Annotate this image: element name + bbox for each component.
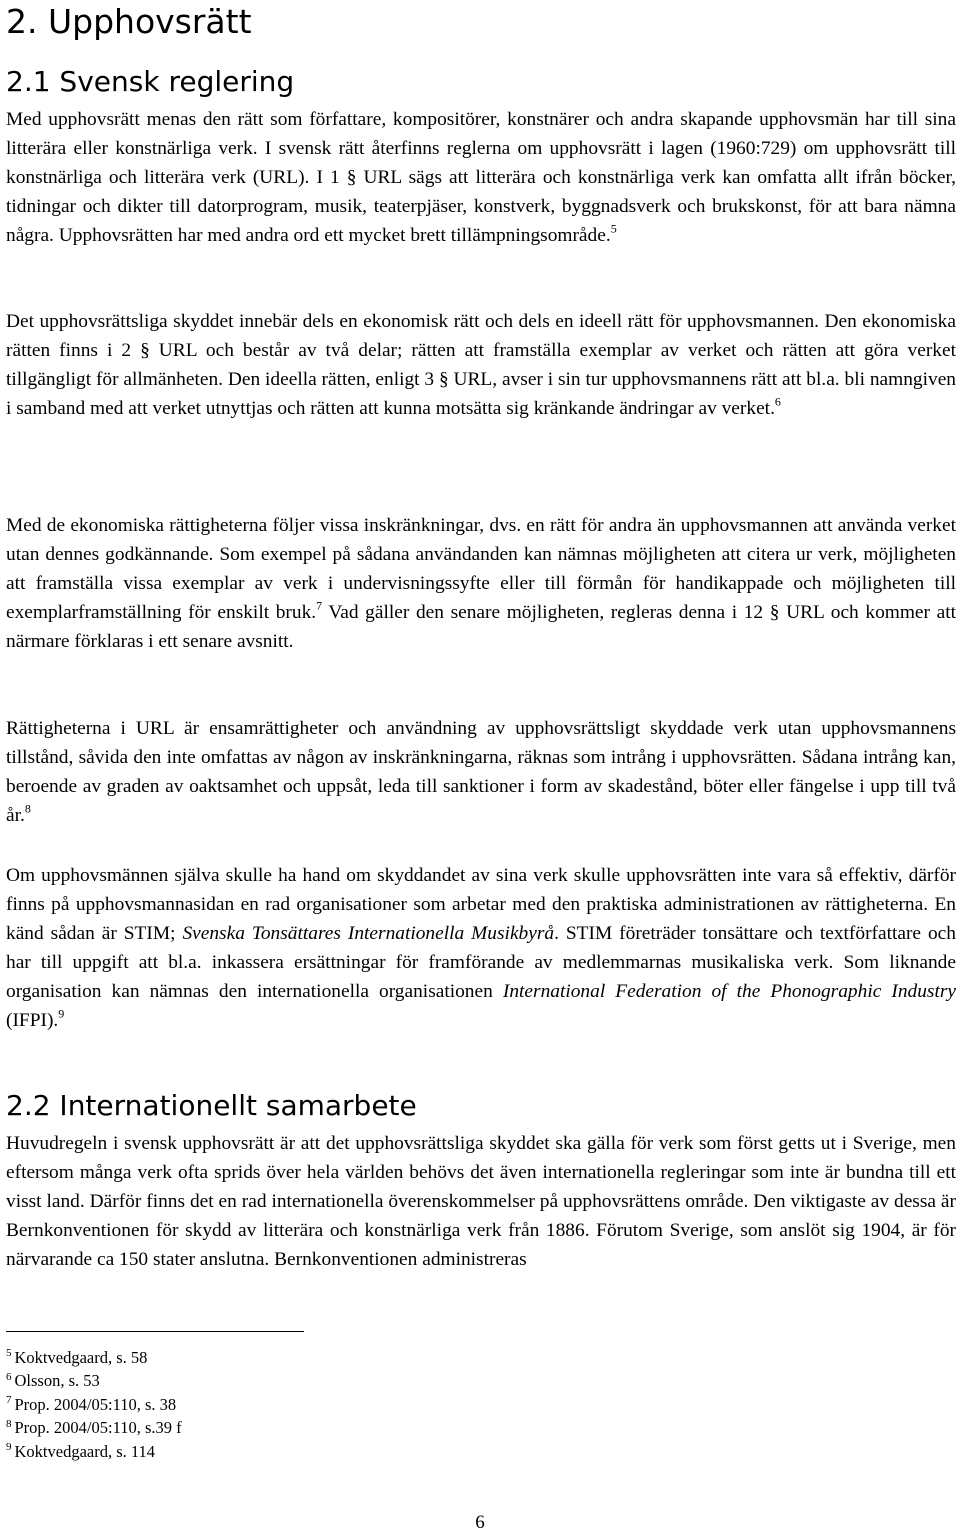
- footnote-text: Prop. 2004/05:110, s.39 f: [14, 1418, 182, 1438]
- footnote-item: [6, 1393, 182, 1416]
- footnote-ref: 8: [24, 801, 31, 816]
- footnote-item: [6, 1346, 182, 1369]
- paragraph-international: [6, 1130, 956, 1275]
- footnote-ref: 7: [316, 598, 323, 613]
- footnote-text: Prop. 2004/05:110, s. 38: [14, 1394, 177, 1414]
- footnote-item: [6, 1440, 182, 1463]
- section-heading-internationellt-samarbete: 2.2 Internationellt samarbete: [6, 1089, 417, 1122]
- footnote-item: [6, 1416, 182, 1439]
- section-heading-svensk-reglering: 2.1 Svensk reglering: [6, 65, 295, 98]
- footnote-ref: 9: [58, 1006, 65, 1021]
- paragraph-text: Huvudregeln i svensk upphovsrätt är att det upphovsrättsliga skyddet ska gälla för verk som först getts ut i Sverige, men eftersom många verk ofta sprids över hela världen behövs det även internationella regleringar som inte är bundna till ett visst land. Därför finns det en rad internationella överenskommelser på upphovsrättens område. Den viktigaste av dessa är Bernkonventionen för skydd av litterära och konstnärliga verk från 1886. Förutom Sverige, som anslöt sig 1904, är för närvarande ca 150 stater anslutna. Bernkonventionen administreras: [6, 1133, 956, 1270]
- footnote-text: Olsson, s. 53: [14, 1371, 100, 1391]
- paragraph-protection: [6, 308, 956, 424]
- paragraph-organisations: [6, 862, 956, 1035]
- footnote-separator: [6, 1331, 304, 1332]
- paragraph-limitations: [6, 512, 956, 657]
- paragraph-exclusive-rights: [6, 715, 956, 831]
- footnote-number: 6: [6, 1370, 12, 1383]
- paragraph-text-end: (IFPI).: [6, 1009, 59, 1031]
- paragraph-text: Med upphovsrätt menas den rätt som författare, kompositörer, konstnärer och andra skapande upphovsmän har till sina litterära eller konstnärliga verk. I svensk rätt återfinns reglerna om upphovsrätt i lagen (1960:729) om upphovsrätt till konstnärliga och litterära verk (URL). I 1 § URL sägs att litterära och konstnärliga verk kan omfatta allt ifrån böcker, tidningar och dikter till datorprogram, musik, teaterpjäser, konstverk, byggnadsverk och brukskonst, för att bara nämna några. Upphovsrätten har med andra ord ett mycket brett tillämpningsområde.: [6, 109, 956, 246]
- footnote-text: Koktvedgaard, s. 114: [14, 1441, 156, 1461]
- paragraph-text-continued: Vad gäller den senare möjligheten, regleras denna i 12 § URL och kommer att närmare förklaras i ett senare avsnitt.: [6, 601, 957, 652]
- footnote-item: [6, 1369, 182, 1392]
- chapter-heading: 2. Upphovsrätt: [6, 2, 252, 41]
- footnote-number: 5: [6, 1347, 12, 1360]
- paragraph-text: Det upphovsrättsliga skyddet innebär dels en ekonomisk rätt och dels en ideell rätt för upphovsmannen. Den ekonomiska rätten finns i 2 § URL och består av två delar; rätten att framställa exemplar av verket och rätten att göra verket tillgängligt för allmänheten. Den ideella rätten, enligt 3 § URL, avser i sin tur upphovsmannens rätt att bl.a. bli namngiven i samband med att verket utnyttjas och rätten att kunna motsätta sig kränkande ändringar av verket.: [6, 311, 956, 419]
- footnote-ref: 6: [774, 394, 781, 409]
- organisation-name-stim: Svenska Tonsättares Internationella Musikbyrå: [182, 922, 555, 944]
- paragraph-text: Om upphovsmännen själva skulle ha hand om skyddandet av sina verk skulle upphovsrätten inte vara så effektiv, därför finns på upphovsmannasidan en rad organisationer som arbetar med den praktiska administrationen av rättigheterna. En känd sådan är STIM;: [6, 865, 956, 944]
- page-number: 6: [475, 1512, 485, 1533]
- footnote-number: 9: [6, 1441, 12, 1454]
- organisation-name-ifpi: International Federation of the Phonographic Industry: [502, 980, 956, 1002]
- footnote-text: Koktvedgaard, s. 58: [14, 1348, 148, 1367]
- paragraph-text: Med de ekonomiska rättigheterna följer vissa inskränkningar, dvs. en rätt för andra än upphovsmannen att använda verket utan dennes godkännande. Som exempel på sådana användanden kan nämnas möjligheten att citera ur verk, möjligheten att framställa vissa exemplar av verk i undervisningssyfte eller till förmån för handikappade och möjligheten till exemplarframställning för enskilt bruk.: [6, 515, 956, 623]
- paragraph-definition: [6, 106, 956, 251]
- footnote-number: 8: [6, 1417, 12, 1430]
- footnote-number: 7: [6, 1394, 12, 1407]
- footnote-list: [6, 1346, 182, 1463]
- footnote-ref: 5: [610, 221, 617, 236]
- paragraph-text-continued: . STIM företräder tonsättare och textförfattare och har till uppgift att bl.a. inkassera ersättningar för framförande av medlemmarnas musikaliska verk. Som liknande organisation kan nämnas den internationella organisationen: [6, 922, 956, 1002]
- paragraph-text: Rättigheterna i URL är ensamrättigheter och användning av upphovsrättsligt skyddade verk utan upphovsmannens tillstånd, såvida den inte omfattas av någon av inskränkningarna, räknas som intrång i upphovsrätten. Sådana intrång kan, beroende av graden av oaktsamhet och uppsåt, leda till sanktioner i form av skadestånd, böter eller fängelse i upp till två år.: [6, 718, 956, 826]
